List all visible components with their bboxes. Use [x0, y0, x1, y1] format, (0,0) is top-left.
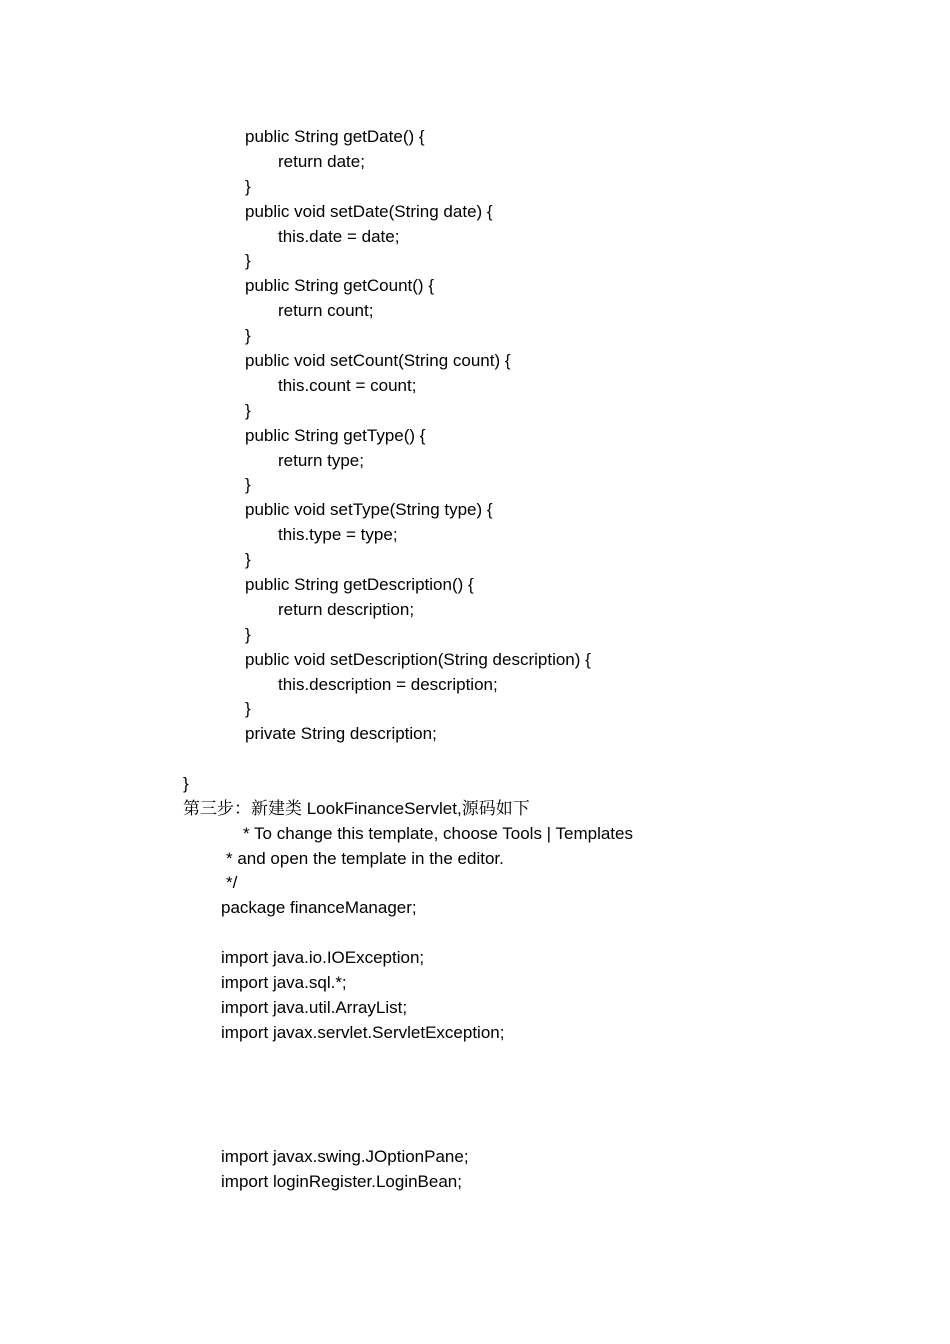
code-line: return count; [278, 301, 374, 320]
code-line: public void setCount(String count) { [245, 351, 511, 370]
code-line: this.date = date; [278, 227, 400, 246]
code-line: } [183, 774, 189, 793]
code-line: } [245, 475, 251, 494]
code-line: } [245, 177, 251, 196]
code-line: this.type = type; [278, 525, 398, 544]
code-line: } [245, 401, 251, 420]
code-line: import javax.swing.JOptionPane; [221, 1147, 469, 1166]
code-line: return date; [278, 152, 365, 171]
code-line: } [245, 550, 251, 569]
code-line: public void setDescription(String description) { [245, 650, 591, 669]
comment-line: * To change this template, choose Tools | Templates [243, 824, 633, 843]
code-line: public String getDate() { [245, 127, 425, 146]
step-heading: 第三步：新建类 LookFinanceServlet,源码如下 [183, 799, 530, 818]
code-line: import java.sql.*; [221, 973, 347, 992]
code-line: return description; [278, 600, 415, 619]
code-line: public String getDescription() { [245, 575, 474, 594]
code-line: } [245, 625, 251, 644]
code-line: import java.io.IOException; [221, 948, 425, 967]
code-line: } [245, 699, 251, 718]
code-line: } [245, 251, 251, 270]
code-line: import javax.servlet.ServletException; [221, 1023, 505, 1042]
comment-line: */ [226, 873, 238, 892]
code-line: public void setType(String type) { [245, 500, 493, 519]
code-line: private String description; [245, 724, 437, 743]
code-line: return type; [278, 451, 364, 470]
code-line: this.description = description; [278, 675, 498, 694]
code-line: } [245, 326, 251, 345]
code-line: import loginRegister.LoginBean; [221, 1172, 462, 1191]
code-line: import java.util.ArrayList; [221, 998, 408, 1017]
code-line: public void setDate(String date) { [245, 202, 493, 221]
code-line: this.count = count; [278, 376, 417, 395]
code-line: public String getCount() { [245, 276, 434, 295]
code-line: package financeManager; [221, 898, 417, 917]
comment-line: * and open the template in the editor. [226, 849, 504, 868]
code-line: public String getType() { [245, 426, 426, 445]
